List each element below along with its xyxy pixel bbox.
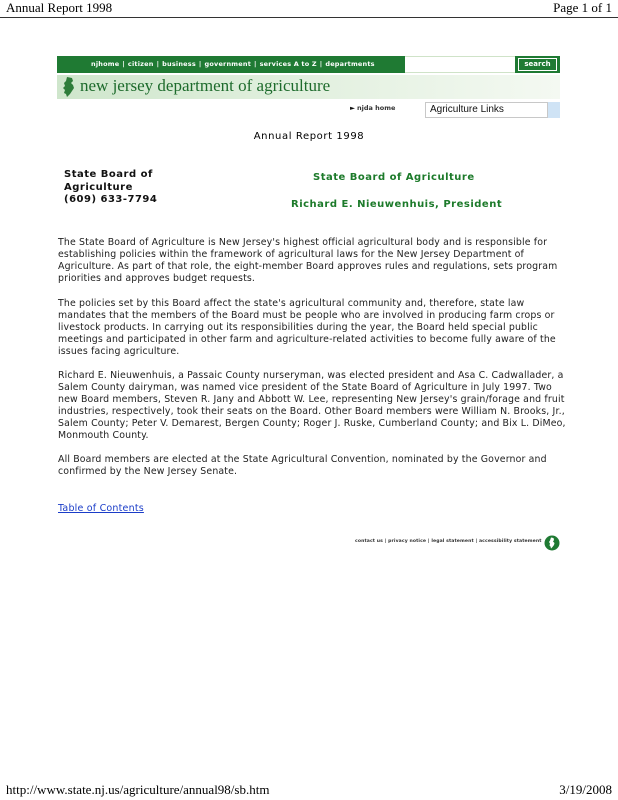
footer-links: contact us | privacy notice | legal statement | accessibility statement bbox=[355, 539, 542, 544]
nav-item-business[interactable]: business bbox=[162, 60, 196, 68]
nav-item-citizen[interactable]: citizen bbox=[127, 60, 154, 68]
nav-spacer bbox=[405, 56, 515, 73]
print-footer-url: http://www.state.nj.us/agriculture/annual98/sb.htm bbox=[6, 782, 270, 797]
table-of-contents-link[interactable]: Table of Contents bbox=[58, 503, 144, 514]
search-button-label: search bbox=[518, 58, 557, 71]
search-button[interactable] bbox=[515, 56, 560, 73]
contact-block bbox=[64, 169, 204, 207]
paragraph-2: The policies set by this Board affect the state's agricultural community and, therefore, state law mandates that the members of the Board must be people who are involved in producing farm crops or livestock products. In carrying out its responsibilities during the year, the Board held special public meetings and participated in other farm and agriculture-related activities to become fully aware of the issues facing agriculture. bbox=[58, 298, 556, 357]
print-header-page: Page 1 of 1 bbox=[553, 0, 612, 15]
nj-state-icon bbox=[62, 77, 76, 97]
section-heading: State Board of Agriculture bbox=[313, 172, 475, 183]
nav-item-government[interactable]: government bbox=[204, 60, 251, 68]
contact-name: State Board of Agriculture bbox=[64, 169, 153, 193]
footer-link-legal[interactable]: legal statement bbox=[431, 539, 474, 544]
njda-home-link[interactable] bbox=[350, 104, 395, 116]
president-name: Richard E. Nieuwenhuis, President bbox=[291, 199, 503, 210]
njda-home-label: njda home bbox=[357, 104, 396, 112]
paragraph-3: Richard E. Nieuwenhuis, a Passaic County nurseryman, was elected president and Asa C. Cadwallader, a Salem County dairyman, was named vice president of the State Board of Agriculture in July 1997. Two new Board members, Steven R. Jany and Abbott W. Lee, representing New Jersey's grain/forage and fruit industries, respectively, took their seats on the Board. Other Board members were William N. Brooks, Jr., Salem County; Peter V. Demarest, Bergen County; Roger J. Ruske, Cumberland County; and Bix L. DiMeo, Monmouth County. bbox=[58, 370, 566, 441]
agriculture-links-label: Agriculture Links bbox=[430, 104, 504, 115]
nav-item-njhome[interactable]: njhome bbox=[91, 60, 120, 68]
site-title: new jersey department of agriculture bbox=[80, 76, 331, 95]
arrow-right-icon: ► bbox=[350, 104, 355, 112]
footer-link-privacy[interactable]: privacy notice bbox=[388, 539, 427, 544]
nj-logo-icon[interactable] bbox=[544, 535, 560, 551]
footer-link-accessibility[interactable]: accessibility statement bbox=[478, 539, 542, 544]
print-header bbox=[6, 0, 612, 16]
page-title: Annual Report 1998 bbox=[253, 131, 365, 142]
top-nav-bar: njhome | citizen | business | government | services A to Z | departments bbox=[57, 56, 405, 73]
print-header-title: Annual Report 1998 bbox=[6, 0, 113, 15]
contact-phone: (609) 633-7794 bbox=[64, 194, 158, 205]
nav-item-services[interactable]: services A to Z bbox=[259, 60, 317, 68]
agriculture-links-dropdown[interactable] bbox=[425, 102, 548, 118]
nav-item-departments[interactable]: departments bbox=[325, 60, 375, 68]
agriculture-links-scrollbar[interactable] bbox=[548, 102, 560, 118]
paragraph-1: The State Board of Agriculture is New Jersey's highest official agricultural body and is responsible for establishing policies within the framework of agricultural laws for the New Jersey Department of Agriculture. As part of that role, the eight-member Board approves rules and regulations, sets program priorities and approves budget requests. bbox=[58, 237, 558, 284]
paragraph-4: All Board members are elected at the State Agricultural Convention, nominated by the Governor and confirmed by the New Jersey Senate. bbox=[58, 454, 547, 477]
print-footer bbox=[6, 782, 612, 798]
footer-link-contact[interactable]: contact us bbox=[355, 539, 383, 544]
print-footer-date: 3/19/2008 bbox=[559, 782, 612, 797]
site-banner[interactable] bbox=[57, 75, 560, 99]
